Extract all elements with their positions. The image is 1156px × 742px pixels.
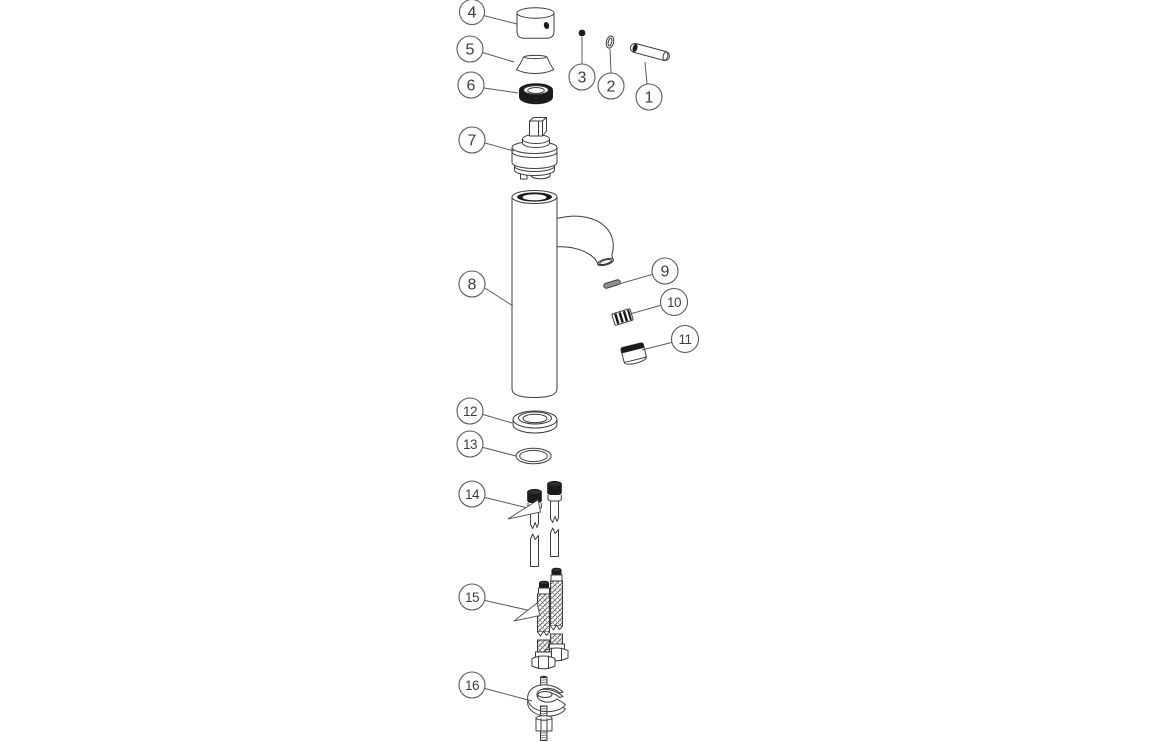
callout-part-1	[636, 62, 662, 110]
svg-text:14: 14	[464, 486, 480, 502]
part-drawing-mounting-clamp-assembly	[528, 676, 566, 741]
callout-part-11	[642, 326, 699, 353]
part-drawing-tap-body-with-spout	[512, 191, 614, 398]
callout-part-9	[619, 258, 678, 284]
callout-part-10	[630, 289, 688, 316]
part-drawing-small-o-ring	[605, 35, 615, 49]
callout-part-4	[460, 0, 518, 25]
callout-part-16	[459, 672, 532, 701]
svg-text:5: 5	[465, 41, 475, 59]
callout-part-2	[598, 49, 624, 99]
svg-text:1: 1	[644, 89, 654, 107]
part-drawing-ceramic-cartridge	[512, 118, 557, 180]
svg-text:4: 4	[467, 4, 477, 22]
part-drawing-mounting-studs	[528, 481, 562, 566]
callout-part-13	[457, 431, 516, 457]
callout-part-3	[569, 37, 595, 90]
part-drawing-base-ring	[513, 411, 557, 433]
part-drawing-base-o-ring	[516, 448, 551, 464]
callout-part-8	[459, 271, 513, 306]
part-drawing-grub-screw	[579, 30, 586, 37]
callout-part-12	[457, 398, 512, 424]
callout-part-7	[459, 127, 514, 153]
part-drawing-flexible-supply-hoses	[532, 568, 568, 669]
svg-text:11: 11	[678, 331, 692, 347]
part-drawing-aerator-housing	[621, 342, 648, 366]
part-drawing-handle-body	[517, 8, 554, 38]
svg-text:7: 7	[467, 132, 477, 150]
svg-text:13: 13	[462, 436, 478, 452]
part-drawing-cartridge-retaining-ring	[520, 84, 553, 104]
svg-text:12: 12	[462, 403, 478, 419]
part-drawing-aerator-seal	[603, 279, 621, 289]
svg-text:9: 9	[660, 263, 670, 281]
callout-part-15	[459, 584, 540, 621]
svg-text:3: 3	[577, 69, 587, 87]
svg-text:8: 8	[467, 276, 477, 294]
part-drawing-aerator-insert	[612, 308, 634, 325]
leader-arrow	[514, 603, 540, 621]
svg-text:2: 2	[606, 78, 616, 96]
part-drawing-handle-lever-rod	[630, 42, 671, 61]
svg-text:16: 16	[464, 677, 480, 693]
callout-part-6	[458, 72, 518, 98]
svg-text:10: 10	[666, 294, 682, 310]
callout-part-5	[457, 36, 514, 62]
part-drawing-dome-cover	[516, 55, 553, 73]
svg-text:6: 6	[466, 77, 476, 95]
svg-text:15: 15	[464, 589, 480, 605]
